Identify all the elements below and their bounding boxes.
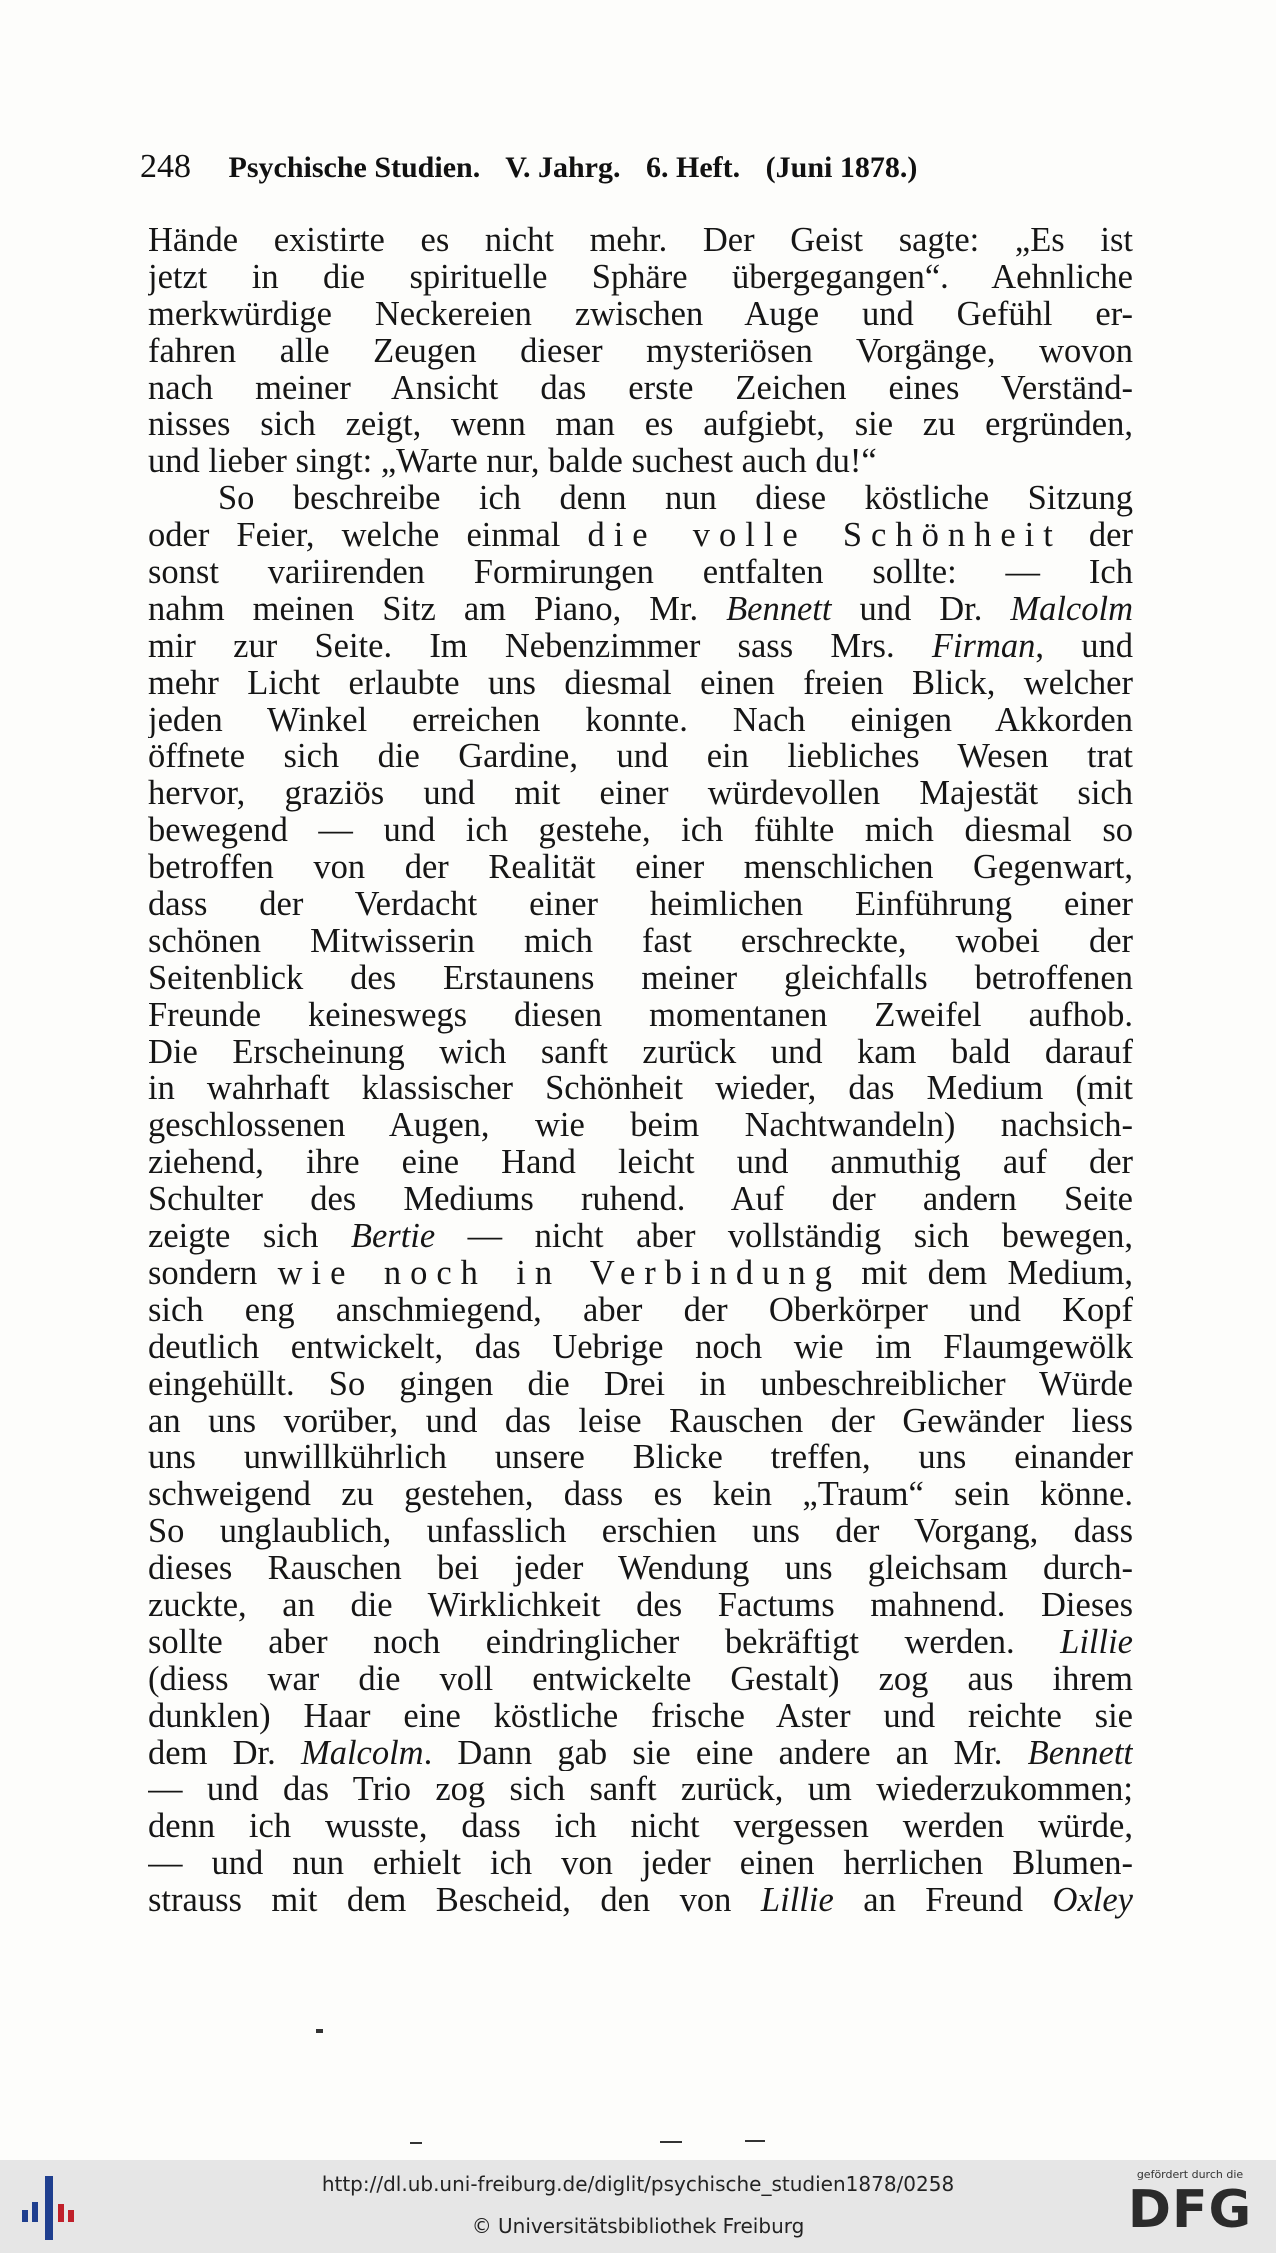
text-run: hervor, graziös und mit einer würdevollen Majestät sich (148, 775, 1133, 813)
text-line (148, 702, 1133, 739)
text-run: Freunde keineswegs diesen momentanen Zweifel aufhob. (148, 996, 1133, 1034)
text-run: denn ich wusste, dass ich nicht vergessen werden würde, (148, 1808, 1133, 1846)
text-run: jeden Winkel erreichen konnte. Nach einigen Akkorden (148, 701, 1133, 739)
text-run: sich eng anschmiegend, aber der Oberkörper und Kopf (148, 1291, 1133, 1329)
text-run: strauss mit dem Bescheid, den von (148, 1882, 761, 1919)
text-line (148, 1735, 1133, 1772)
text-run: jetzt in die spirituelle Sphäre übergegangen“. Aehnliche (148, 258, 1133, 296)
text-line (148, 1587, 1133, 1624)
text-line (148, 1845, 1133, 1882)
spaced-emphasis: wie noch in Verbindung (277, 1254, 841, 1292)
text-run: So unglaublich, unfasslich erschien uns der Vorgang, dass (148, 1513, 1133, 1551)
text-run: dass der Verdacht einer heimlichen Einführung einer (148, 886, 1133, 923)
scan-speck (660, 2141, 682, 2143)
text-run: deutlich entwickelt, das Uebrige noch wie im Flaumgewölk (148, 1328, 1133, 1366)
dfg-wordmark: DFG (1127, 2180, 1253, 2240)
text-run: sollte aber noch eindringlicher bekräftigt werden. (148, 1623, 1061, 1661)
italic-name: Oxley (1052, 1882, 1133, 1919)
text-run: bewegend — und ich gestehe, ich fühlte mich diesmal so (148, 812, 1133, 850)
spaced-emphasis: die volle Schönheit (587, 517, 1062, 555)
italic-name: Malcolm (300, 1734, 424, 1772)
italic-name: Bertie (350, 1218, 436, 1255)
italic-name: Firman (931, 627, 1036, 665)
text-line (148, 480, 1133, 517)
text-line (148, 886, 1133, 923)
issue-date: (Juni 1878.) (765, 151, 918, 184)
text-line (148, 259, 1133, 296)
text-run: mit dem Medium, (840, 1254, 1133, 1292)
scan-speck (410, 2142, 422, 2144)
text-line (148, 997, 1133, 1034)
text-line (148, 1366, 1133, 1403)
text-run: — nicht aber vollständig sich bewegen, (435, 1218, 1133, 1255)
body-text (148, 222, 1133, 1919)
text-line (148, 1550, 1133, 1587)
text-line (148, 1218, 1133, 1255)
text-line (148, 1771, 1133, 1808)
scan-speck (745, 2140, 765, 2142)
text-run: schönen Mitwisserin mich fast erschreckte, wobei der (148, 922, 1133, 960)
text-run: an Freund (833, 1882, 1053, 1919)
text-run: Hände existirte es nicht mehr. Der Geist sagte: „Es ist (148, 222, 1133, 259)
italic-name: Lillie (760, 1882, 834, 1919)
text-line (148, 370, 1133, 407)
text-line (148, 1661, 1133, 1698)
text-line (148, 443, 1133, 480)
text-line (148, 1292, 1133, 1329)
text-line (148, 1181, 1133, 1218)
text-line (148, 554, 1133, 591)
italic-name: Malcolm (1010, 590, 1133, 628)
text-run: . Dann gab sie eine andere an Mr. (423, 1734, 1028, 1772)
text-line (148, 1329, 1133, 1366)
text-line (148, 1403, 1133, 1440)
text-line (148, 406, 1133, 443)
issue-label: 6. Heft. (646, 151, 741, 184)
text-line (148, 1034, 1133, 1071)
text-run: betroffen von der Realität einer menschlichen Gegenwart, (148, 849, 1133, 887)
text-run: schweigend zu gestehen, dass es kein „Traum“ sein könne. (148, 1476, 1133, 1514)
text-line (148, 591, 1133, 628)
text-run: Seitenblick des Erstaunens meiner gleichfalls betroffenen (148, 959, 1133, 997)
text-run: zeigte sich (148, 1218, 351, 1255)
text-run: zuckte, an die Wirklichkeit des Factums mahnend. Dieses (148, 1586, 1133, 1624)
text-run: oder Feier, welche einmal (148, 517, 588, 555)
text-run: nisses sich zeigt, wenn man es aufgiebt, sie zu ergründen, (148, 406, 1133, 444)
text-line (148, 1107, 1133, 1144)
text-run: und Dr. (831, 590, 1011, 628)
text-line (148, 1808, 1133, 1845)
text-line (148, 517, 1133, 554)
text-line (148, 222, 1133, 259)
permalink-url[interactable]: http://dl.ub.uni-freiburg.de/diglit/psychische_studien1878/0258 (321, 2172, 955, 2196)
text-run: sonst variirenden Formirungen entfalten sollte: — Ich (148, 554, 1133, 591)
text-run: (diess war die voll entwickelte Gestalt) zog aus ihrem (148, 1660, 1133, 1698)
text-line (148, 296, 1133, 333)
dfg-funding-note: gefördert durch die (1136, 2168, 1244, 2181)
text-run: nach meiner Ansicht das erste Zeichen eines Verständ- (148, 369, 1133, 407)
text-run: geschlossenen Augen, wie beim Nachtwandeln) nachsich- (148, 1107, 1133, 1145)
text-run: mehr Licht erlaubte uns diesmal einen freien Blick, welcher (148, 664, 1133, 702)
copyright-text: © Universitätsbibliothek Freiburg (471, 2214, 805, 2238)
text-run: dunklen) Haar eine köstliche frische Aster und reichte sie (148, 1697, 1133, 1735)
text-run: ziehend, ihre eine Hand leicht und anmuthig auf der (148, 1144, 1133, 1182)
text-line (148, 665, 1133, 702)
journal-title: Psychische Studien. (228, 151, 481, 184)
dfg-logo (1120, 2168, 1260, 2248)
text-line (148, 923, 1133, 960)
page-number: 248 (140, 148, 191, 185)
text-line (148, 849, 1133, 886)
text-run: — und nun erhielt ich von jeder einen herrlichen Blumen- (148, 1845, 1133, 1883)
text-line (148, 738, 1133, 775)
text-line (148, 812, 1133, 849)
text-line (148, 333, 1133, 370)
text-run: — und das Trio zog sich sanft zurück, um wiederzukommen; (148, 1771, 1133, 1809)
text-line (148, 1144, 1133, 1181)
text-run: eingehüllt. So gingen die Drei in unbeschreiblicher Würde (148, 1365, 1133, 1403)
text-line (148, 1624, 1133, 1661)
text-run: dem Dr. (148, 1734, 301, 1772)
running-header (140, 148, 1130, 186)
text-run: und lieber singt: „Warte nur, balde suchest auch du!“ (148, 443, 877, 481)
text-run: mir zur Seite. Im Nebenzimmer sass Mrs. (148, 627, 932, 665)
text-run: dieses Rauschen bei jeder Wendung uns gleichsam durch- (148, 1550, 1133, 1587)
text-line (148, 1476, 1133, 1513)
text-line (148, 1513, 1133, 1550)
text-run: So beschreibe ich denn nun diese köstliche Sitzung (218, 480, 1133, 518)
italic-name: Bennett (1027, 1734, 1133, 1772)
text-line (148, 1439, 1133, 1476)
viewer-footer (0, 2160, 1276, 2253)
text-run: nahm meinen Sitz am Piano, Mr. (148, 590, 727, 628)
text-line (148, 1882, 1133, 1919)
text-line (148, 1255, 1133, 1292)
text-run: öffnete sich die Gardine, und ein liebliches Wesen trat (148, 738, 1133, 776)
text-run: der (1061, 517, 1133, 555)
text-run: in wahrhaft klassischer Schönheit wieder, das Medium (mit (148, 1070, 1133, 1108)
volume-label: V. Jahrg. (505, 151, 621, 184)
text-run: fahren alle Zeugen dieser mysteriösen Vorgänge, wovon (148, 332, 1133, 370)
text-line (148, 960, 1133, 997)
text-line (148, 628, 1133, 665)
text-line (148, 1698, 1133, 1735)
text-run: an uns vorüber, und das leise Rauschen der Gewänder liess (148, 1402, 1133, 1440)
text-run: Schulter des Mediums ruhend. Auf der andern Seite (148, 1181, 1133, 1219)
text-run: , und (1035, 627, 1133, 665)
text-run: uns unwillkührlich unsere Blicke treffen, uns einander (148, 1439, 1133, 1477)
italic-name: Bennett (726, 590, 832, 628)
text-run: sondern (148, 1254, 278, 1292)
text-run: merkwürdige Neckereien zwischen Auge und Gefühl er- (148, 295, 1133, 333)
text-line (148, 1070, 1133, 1107)
italic-name: Lillie (1060, 1623, 1133, 1661)
scan-speck (316, 2029, 323, 2033)
text-run: Die Erscheinung wich sanft zurück und kam bald darauf (148, 1033, 1133, 1071)
text-line (148, 775, 1133, 812)
